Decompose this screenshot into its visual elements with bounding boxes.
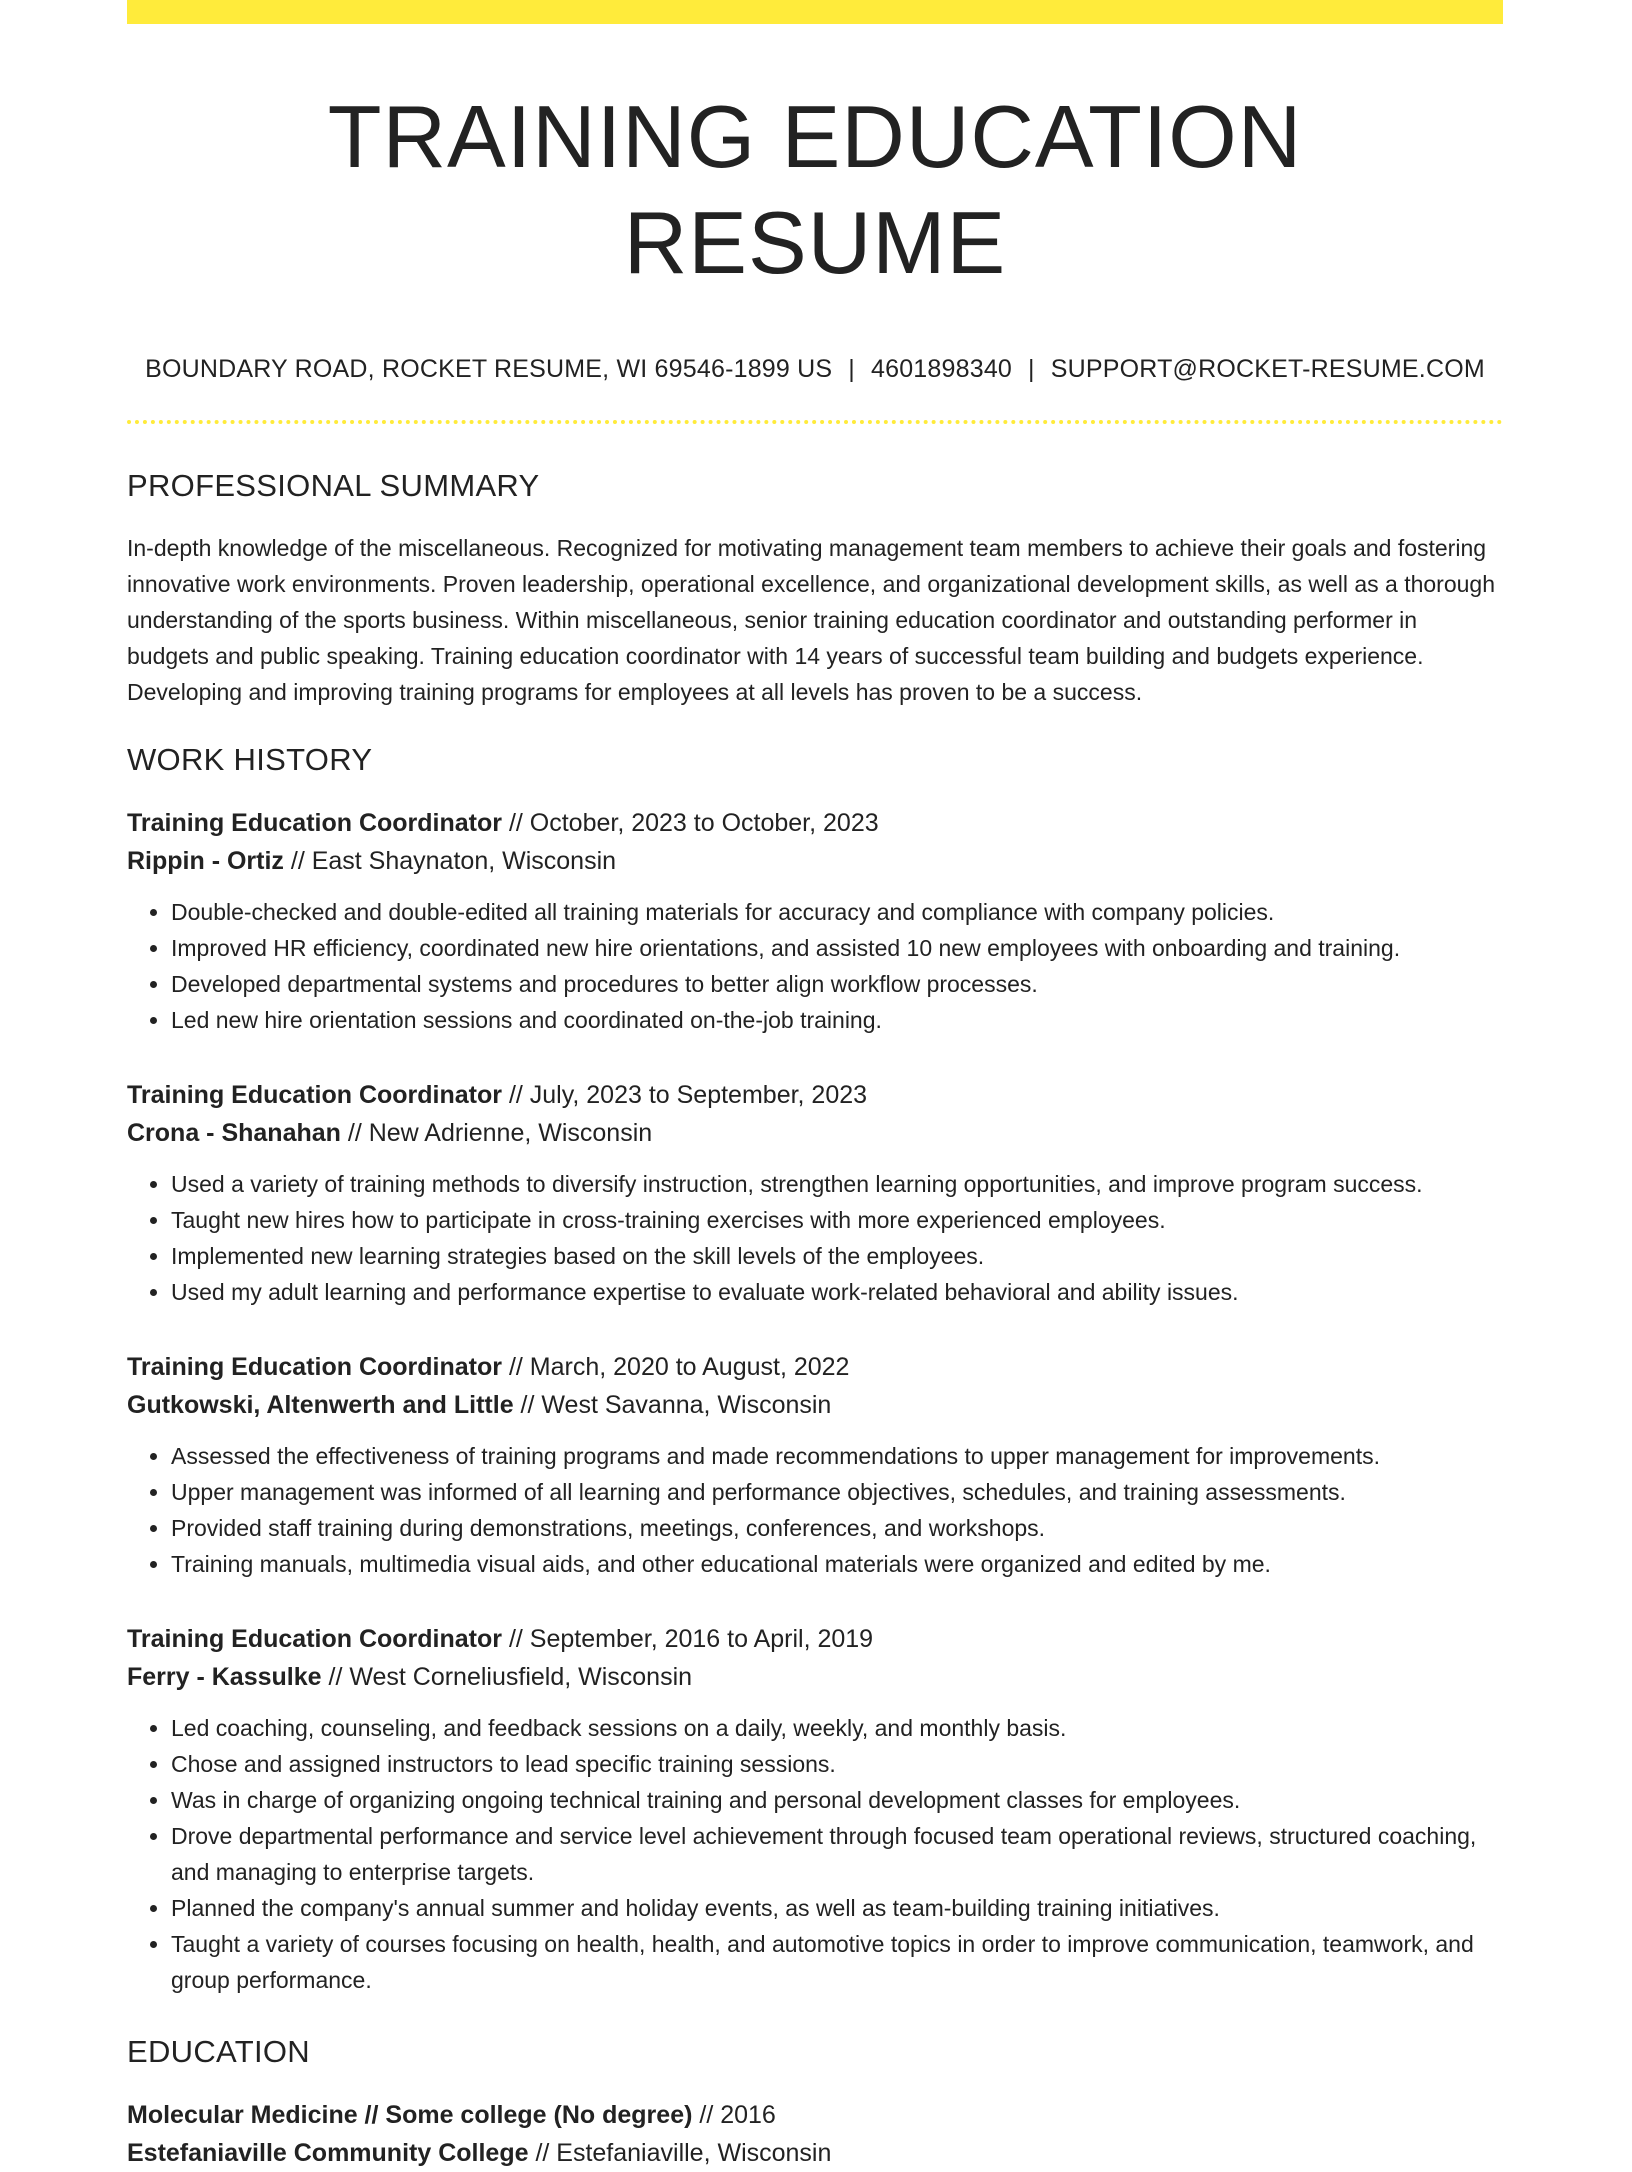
job-entry <box>127 1620 1503 1998</box>
job-location: // East Shaynaton, Wisconsin <box>283 847 617 876</box>
job-bullet: • Drove departmental performance and service level achievement through focused team operational reviews, structured coaching, and managing to enterprise targets. <box>171 1818 1503 1890</box>
resume-title: TRAINING EDUCATION RESUME <box>327 87 1303 292</box>
job-company: Rippin - Ortiz <box>127 847 284 876</box>
resume-page <box>127 0 1503 2172</box>
job-bullet: • Chose and assigned instructors to lead specific training sessions. <box>171 1746 1503 1782</box>
job-title: Training Education Coordinator <box>127 1353 502 1382</box>
job-title-line <box>127 1620 1503 1658</box>
job-location: // West Corneliusfield, Wisconsin <box>321 1663 693 1692</box>
contact-line <box>127 355 1503 384</box>
job-bullet: • Double-checked and double-edited all training materials for accuracy and compliance with company policies. <box>171 894 1503 930</box>
education-location: // Estefaniaville, Wisconsin <box>528 2139 832 2168</box>
job-company-line <box>127 1114 1503 1152</box>
education-entry <box>127 2096 1503 2172</box>
job-company-line <box>127 1658 1503 1696</box>
job-company: Crona - Shanahan <box>127 1119 341 1148</box>
education-school: Estefaniaville Community College <box>127 2139 529 2168</box>
job-title-line <box>127 1076 1503 1114</box>
job-bullets <box>127 1438 1503 1582</box>
job-bullet: • Was in charge of organizing ongoing technical training and personal development classes for employees. <box>171 1782 1503 1818</box>
job-dates: // July, 2023 to September, 2023 <box>502 1081 868 1110</box>
education-heading: EDUCATION <box>127 2034 310 2070</box>
job-bullet: • Assessed the effectiveness of training programs and made recommendations to upper management for improvements. <box>171 1438 1503 1474</box>
job-bullet: • Taught new hires how to participate in cross-training exercises with more experienced employees. <box>171 1202 1503 1238</box>
job-location: // West Savanna, Wisconsin <box>513 1391 832 1420</box>
contact-email[interactable]: SUPPORT@ROCKET-RESUME.COM <box>1050 355 1485 384</box>
job-company: Gutkowski, Altenwerth and Little <box>127 1391 514 1420</box>
job-bullet: • Planned the company's annual summer and holiday events, as well as team-building training initiatives. <box>171 1890 1503 1926</box>
contact-phone[interactable]: 4601898340 <box>871 355 1013 384</box>
job-entry <box>127 1348 1503 1582</box>
job-bullet: • Implemented new learning strategies based on the skill levels of the employees. <box>171 1238 1503 1274</box>
job-company-line <box>127 1386 1503 1424</box>
job-title: Training Education Coordinator <box>127 1625 502 1654</box>
job-title: Training Education Coordinator <box>127 809 502 838</box>
job-bullet: • Led coaching, counseling, and feedback sessions on a daily, weekly, and monthly basis. <box>171 1710 1503 1746</box>
job-entry <box>127 804 1503 1038</box>
job-bullet: • Led new hire orientation sessions and coordinated on-the-job training. <box>171 1002 1503 1038</box>
job-company-line <box>127 842 1503 880</box>
job-title: Training Education Coordinator <box>127 1081 502 1110</box>
education-year: // 2016 <box>692 2101 776 2130</box>
job-dates: // September, 2016 to April, 2019 <box>502 1625 874 1654</box>
education-degree: Molecular Medicine // Some college (No degree) <box>127 2101 693 2130</box>
job-bullet: • Improved HR efficiency, coordinated new hire orientations, and assisted 10 new employees with onboarding and training. <box>171 930 1503 966</box>
job-bullet: • Upper management was informed of all learning and performance objectives, schedules, and training assessments. <box>171 1474 1503 1510</box>
summary-heading: PROFESSIONAL SUMMARY <box>127 468 540 504</box>
job-bullet: • Developed departmental systems and procedures to better align workflow processes. <box>171 966 1503 1002</box>
job-bullet: • Training manuals, multimedia visual aids, and other educational materials were organized and edited by me. <box>171 1546 1503 1582</box>
job-bullets <box>127 1710 1503 1998</box>
job-bullets <box>127 894 1503 1038</box>
job-bullet: • Taught a variety of courses focusing on health, health, and automotive topics in order to improve communication, teamwork, and group performance. <box>171 1926 1503 1998</box>
job-dates: // October, 2023 to October, 2023 <box>502 809 879 838</box>
job-dates: // March, 2020 to August, 2022 <box>502 1353 850 1382</box>
contact-separator: | <box>1028 355 1035 384</box>
summary-text: In-depth knowledge of the miscellaneous. Recognized for motivating management team members to achieve their goals and fostering innovative work environments. Proven leadership, operational excellence, and organizational development skills, as well as a thorough understanding of the sports business. Within miscellaneous, senior training education coordinator and outstanding performer in budgets and public speaking. Training education coordinator with 14 years of successful team building and budgets experience. Developing and improving training programs for employees at all levels has proven to be a success. <box>127 535 1496 706</box>
contact-separator: | <box>848 355 855 384</box>
job-bullet: • Used a variety of training methods to diversify instruction, strengthen learning opportunities, and improve program success. <box>171 1166 1503 1202</box>
job-company: Ferry - Kassulke <box>127 1663 322 1692</box>
job-location: // New Adrienne, Wisconsin <box>340 1119 653 1148</box>
dotted-divider <box>127 420 1503 424</box>
job-bullet: • Used my adult learning and performance expertise to evaluate work-related behavioral and ability issues. <box>171 1274 1503 1310</box>
job-title-line <box>127 1348 1503 1386</box>
job-bullets <box>127 1166 1503 1310</box>
job-entry <box>127 1076 1503 1310</box>
education-degree-line <box>127 2096 1503 2134</box>
work-history-heading: WORK HISTORY <box>127 742 373 778</box>
contact-address: BOUNDARY ROAD, ROCKET RESUME, WI 69546-1899 US <box>145 355 833 384</box>
education-school-line <box>127 2134 1503 2172</box>
job-bullet: • Provided staff training during demonstrations, meetings, conferences, and workshops. <box>171 1510 1503 1546</box>
job-title-line <box>127 804 1503 842</box>
accent-top-bar <box>127 0 1503 24</box>
